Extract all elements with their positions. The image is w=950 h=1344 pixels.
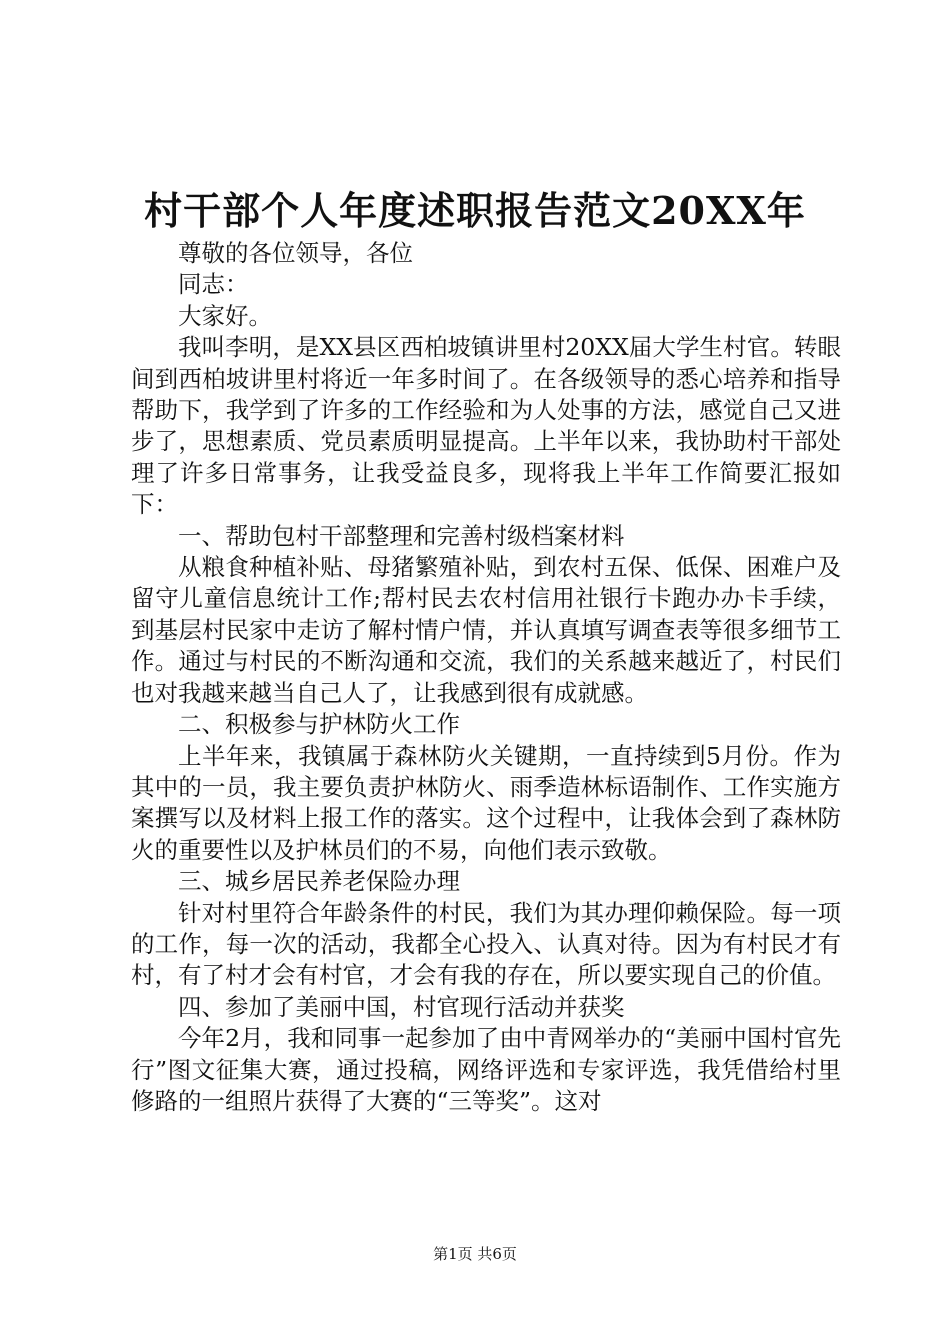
section-heading-4: 四、参加了美丽中国，村官现行活动并获奖 xyxy=(178,992,625,1021)
salutation-line-2: 同志： xyxy=(178,270,249,299)
document-title: 村干部个人年度述职报告范文20XX年 xyxy=(144,188,806,233)
salutation-line-1: 尊敬的各位领导，各位 xyxy=(178,239,413,267)
page-number-footer: 第1页 共6页 xyxy=(433,1245,517,1263)
section-paragraph-3: 针对村里符合年龄条件的村民，我们为其办理仰赖保险。每一项的工作，每一次的活动，我都全心投入、认真对待。因为有村民才有村，有了村才会有村官，才会有我的存在，所以要实现自己的价值。 xyxy=(131,898,841,990)
section-heading-1: 一、帮助包村干部整理和完善村级档案材料 xyxy=(178,521,625,550)
document-body xyxy=(131,238,841,1117)
section-paragraph-1: 从粮食种植补贴、母猪繁殖补贴，到农村五保、低保、困难户及留守儿童信息统计工作;帮村民去农村信用社银行卡跑办办卡手续，到基层村民家中走访了解村情户情，并认真填写调查表等很多细节工作。通过与村民的不断沟通和交流，我们的关系越来越近了，村民们也对我越来越当自己人了，让我感到很有成就感。 xyxy=(131,553,841,707)
greeting: 大家好。 xyxy=(178,301,272,330)
section-heading-3: 三、城乡居民养老保险办理 xyxy=(178,867,460,896)
section-paragraph-2: 上半年来，我镇属于森林防火关键期，一直持续到5月份。作为其中的一员，我主要负责护林防火、雨季造林标语制作、工作实施方案撰写以及材料上报工作的落实。这个过程中，让我体会到了森林防火的重要性以及护林员们的不易，向他们表示致敬。 xyxy=(131,741,841,864)
intro-paragraph: 我叫李明，是XX县区西柏坡镇讲里村20XX届大学生村官。转眼间到西柏坡讲里村将近一年多时间了。在各级领导的悉心培养和指导帮助下，我学到了许多的工作经验和为人处事的方法，感觉自己又进步了，思想素质、党员素质明显提高。上半年以来，我协助村干部处理了许多日常事务，让我受益良多，现将我上半年工作简要汇报如下： xyxy=(131,333,841,519)
section-heading-2: 二、积极参与护林防火工作 xyxy=(178,710,460,739)
section-paragraph-4: 今年2月，我和同事一起参加了由中青网举办的“美丽中国村官先行”图文征集大赛，通过投稿，网络评选和专家评选，我凭借给村里修路的一组照片获得了大赛的“三等奖”。这对 xyxy=(131,1024,841,1115)
